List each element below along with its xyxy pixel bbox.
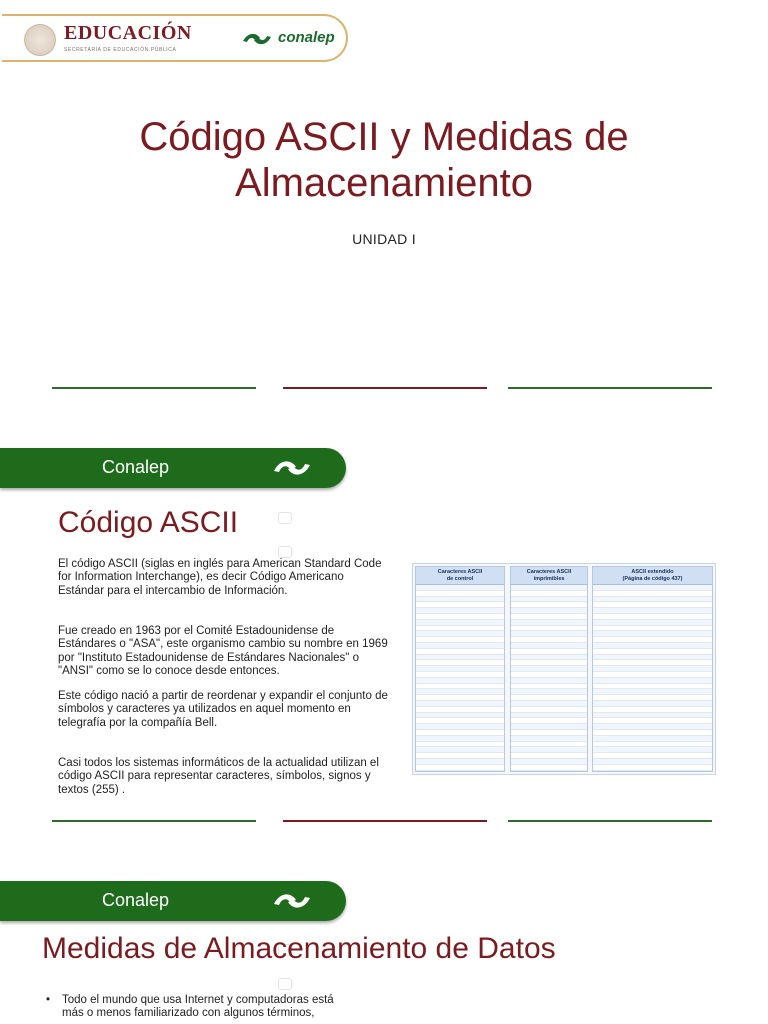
ascii-paragraph-4: Casi todos los sistemas informáticos de la actualidad utilizan el código ASCII para representar caracteres, símbolos, signos y textos (255) .	[58, 757, 379, 796]
divider-red-center	[283, 387, 487, 389]
ascii-rows	[416, 585, 504, 771]
bullet-dot-icon: •	[46, 994, 51, 1006]
ascii-panel-control	[415, 566, 505, 772]
ascii-panel-printable	[510, 566, 588, 772]
section-title-ascii: Código ASCII	[58, 506, 239, 539]
header-logo-bar	[2, 14, 348, 62]
conalep-banner	[0, 448, 346, 488]
ascii-panel-extended	[592, 566, 713, 772]
ascii-paragraph-1: El código ASCII (siglas en inglés para American Standard Code for Information Interchange), es decir Código Americano Estándar para el intercambio de Información.	[58, 558, 382, 597]
ascii-panel-heading: Caracteres ASCII de control	[416, 567, 504, 585]
banner-label: Conalep	[102, 457, 170, 477]
cover-title	[0, 114, 768, 206]
conalep-logo-icon	[270, 454, 314, 482]
ascii-table-row	[593, 765, 712, 771]
org-subtitle: SECRETARÍA DE EDUCACIÓN PÚBLICA	[64, 47, 177, 53]
cover-title-line1: Código ASCII y Medidas de	[139, 115, 629, 159]
divider-green-left	[52, 820, 256, 822]
ascii-rows	[511, 585, 587, 771]
cover-title-line2: Almacenamiento	[235, 161, 533, 205]
divider-green-right	[508, 387, 712, 389]
divider-green-left	[52, 387, 256, 389]
section-title-storage: Medidas de Almacenamiento de Datos	[42, 932, 556, 965]
ascii-panel-heading: Caracteres ASCII imprimibles	[511, 567, 587, 585]
placeholder-icon	[278, 512, 292, 524]
cover-subtitle: UNIDAD I	[352, 231, 416, 247]
placeholder-icon	[278, 978, 292, 990]
conalep-brand-text: conalep	[278, 29, 335, 46]
storage-bullet-line1: Todo el mundo que usa Internet y computadoras está	[62, 994, 334, 1006]
ascii-table-row	[511, 765, 587, 771]
ascii-table-row	[416, 765, 504, 771]
ascii-rows	[593, 585, 712, 771]
ascii-table-image	[412, 563, 716, 775]
ascii-panel-heading: ASCII extendido (Página de código 437)	[593, 567, 712, 585]
storage-bullet-line2: más o menos familiarizado con algunos términos,	[62, 1007, 315, 1020]
ascii-paragraph-2: Fue creado en 1963 por el Comité Estadounidense de Estándares o "ASA", este organismo cambio su nombre en 1969 por "Instituto Estadounidense de Estándares Nacionales" o "ANSI" como se lo conoce desde entonces.	[58, 625, 388, 678]
banner-label: Conalep	[102, 890, 170, 910]
divider-red-center	[283, 820, 487, 822]
org-title: EDUCACIÓN	[64, 22, 192, 44]
divider-green-right	[508, 820, 712, 822]
conalep-logo-icon	[240, 28, 274, 50]
placeholder-icon	[278, 546, 292, 558]
mexico-shield-icon	[24, 24, 56, 56]
conalep-logo-icon	[270, 887, 314, 915]
conalep-banner	[0, 881, 346, 921]
storage-bullet-item	[48, 994, 388, 1021]
ascii-paragraph-3: Este código nació a partir de reordenar y expandir el conjunto de símbolos y caracteres ya utilizados en aquel momento en telegrafía por la compañía Bell.	[58, 690, 388, 729]
